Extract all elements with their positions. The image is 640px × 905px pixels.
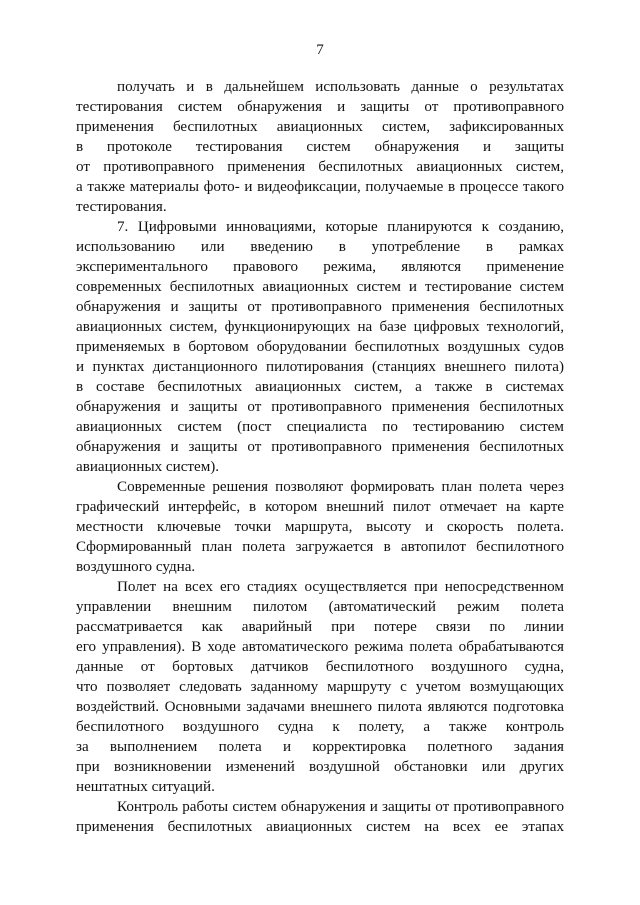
- text-line: применяемых в бортовом оборудовании беспилотных воздушных судов: [76, 339, 564, 355]
- text-line: получать и в дальнейшем использовать данные о результатах: [117, 79, 564, 95]
- text-line: в составе беспилотных авиационных систем, а также в системах: [76, 379, 564, 395]
- text-line: беспилотного воздушного судна к полету, а также контроль: [76, 719, 564, 735]
- text-line: авиационных систем, функционирующих на базе цифровых технологий,: [76, 319, 564, 335]
- text-line: управлении внешним пилотом (автоматический режим полета: [76, 599, 564, 615]
- text-line: авиационных систем (пост специалиста по тестированию систем: [76, 419, 564, 435]
- text-line: данные от бортовых датчиков беспилотного воздушного судна,: [76, 659, 564, 675]
- text-line: при возникновении изменений воздушной обстановки или других: [76, 759, 564, 775]
- text-line: а также материалы фото- и видеофиксации, получаемые в процессе такого: [76, 179, 564, 195]
- text-line: 7. Цифровыми инновациями, которые планируются к созданию,: [117, 219, 564, 235]
- page-number: 7: [316, 42, 324, 58]
- text-line: Современные решения позволяют формировать план полета через: [117, 479, 564, 495]
- text-line: в протоколе тестирования систем обнаружения и защиты: [76, 139, 564, 155]
- text-line: его управления). В ходе автоматического режима полета обрабатываются: [76, 639, 564, 655]
- text-line: нештатных ситуаций.: [76, 779, 215, 795]
- text-line: обнаружения и защиты от противоправного применения беспилотных: [76, 439, 564, 455]
- text-line: за выполнением полета и корректировка полетного задания: [76, 739, 564, 755]
- text-line: обнаружения и защиты от противоправного применения беспилотных: [76, 399, 564, 415]
- text-line: Контроль работы систем обнаружения и защиты от противоправного: [117, 799, 564, 815]
- text-line: воздействий. Основными задачами внешнего пилота являются подготовка: [76, 699, 564, 715]
- text-line: что позволяет следовать заданному маршруту с учетом возмущающих: [76, 679, 564, 695]
- text-line: Сформированный план полета загружается в автопилот беспилотного: [76, 539, 564, 555]
- text-line: тестирования.: [76, 199, 167, 215]
- text-line: Полет на всех его стадиях осуществляется при непосредственном: [117, 579, 564, 595]
- text-line: авиационных систем).: [76, 459, 220, 475]
- text-line: местности ключевые точки маршрута, высоту и скорость полета.: [76, 519, 564, 535]
- text-line: рассматривается как аварийный при потере связи по линии: [76, 619, 564, 635]
- text-line: экспериментального правового режима, являются применение: [76, 259, 564, 275]
- text-line: тестирования систем обнаружения и защиты от противоправного: [76, 99, 564, 115]
- text-line: применения беспилотных авиационных систем, зафиксированных: [76, 119, 564, 135]
- text-line: обнаружения и защиты от противоправного применения беспилотных: [76, 299, 564, 315]
- text-line: воздушного судна.: [76, 559, 196, 575]
- text-line: современных беспилотных авиационных систем и тестирование систем: [76, 279, 564, 295]
- text-line: использованию или введению в употребление в рамках: [76, 239, 564, 255]
- text-line: графический интерфейс, в котором внешний пилот отмечает на карте: [76, 499, 564, 515]
- text-line: и пунктах дистанционного пилотирования (станциях внешнего пилота): [76, 359, 564, 375]
- text-line: от противоправного применения беспилотных авиационных систем,: [76, 159, 564, 175]
- text-line: применения беспилотных авиационных систем на всех ее этапах: [76, 819, 564, 835]
